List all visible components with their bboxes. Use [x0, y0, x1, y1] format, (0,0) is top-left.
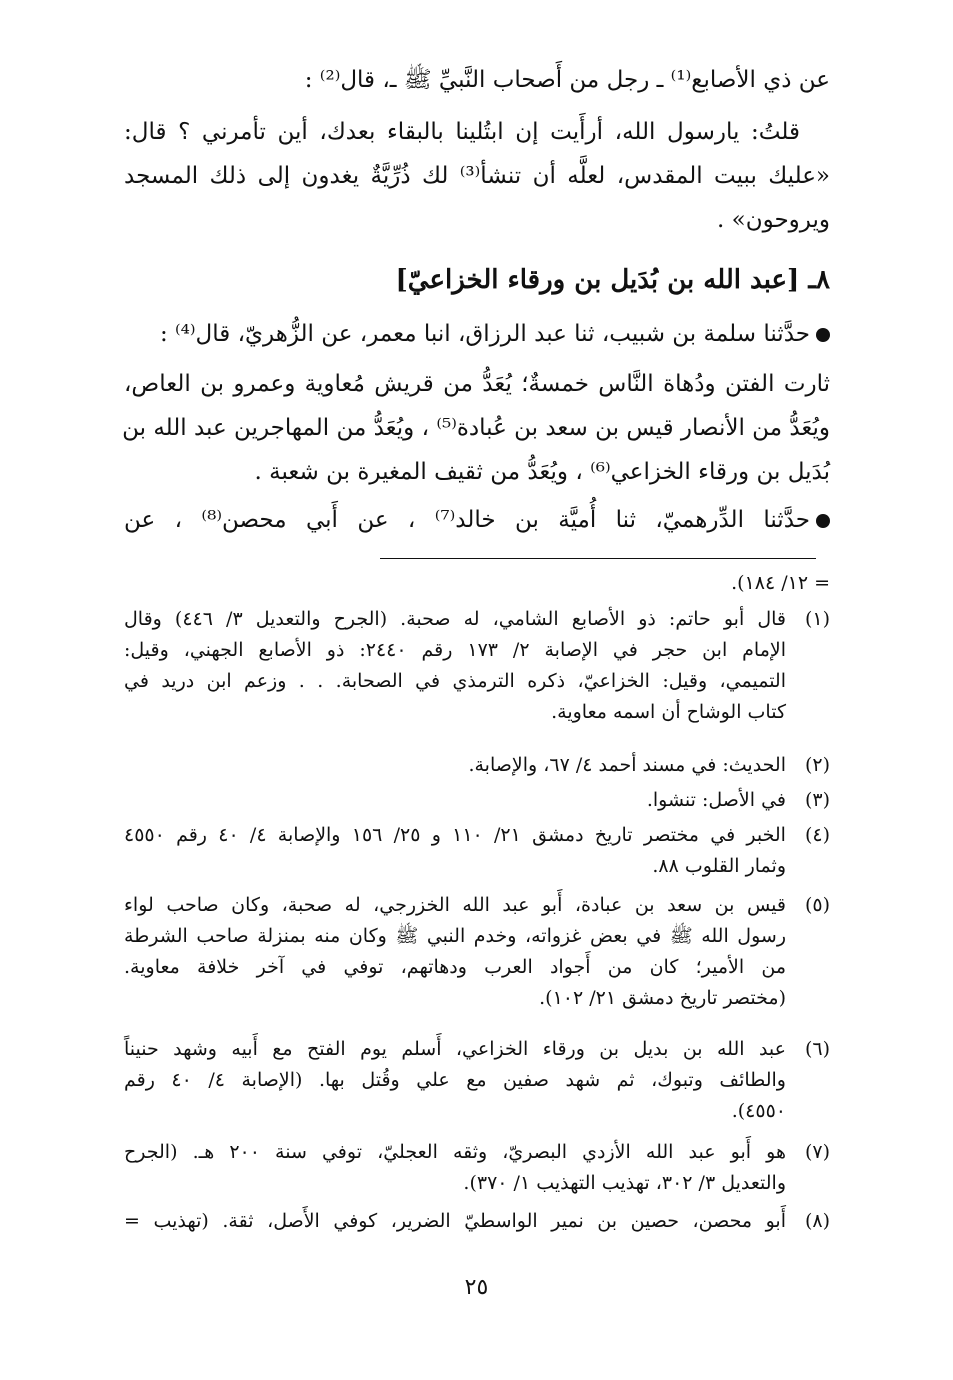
- text-line: «عليك ببيت المقدس، لعلَّه أن تنشأ⁽³⁾ لك ذُرِّيَّةٌ يغدون إلى ذلك المسجد: [124, 163, 831, 189]
- bullet-icon: [816, 514, 830, 528]
- text-span: حدَّثنا سلمة بن شبيب، ثنا عبد الرزاق، انبا معمر، عن الزُّهريّ، قال⁽⁴⁾ :: [159, 321, 810, 347]
- text-line: ويُعَدُّ من الأنصار قيس بن سعد بن عُبادة⁽⁵⁾ ، ويُعَدُّ من المهاجرين عبد الله بن: [122, 415, 830, 441]
- footnote-continuation: [124, 568, 830, 600]
- footnote-5: [124, 890, 830, 1014]
- footnote-line: قال أبو حاتم: ذو الأصابع الشامي، له صحبة. (الجرح والتعديل ٣/ ٤٤٦) وقال: [124, 608, 786, 630]
- footnote-line: في الأصل: تنشوا.: [646, 789, 786, 811]
- text-line: [124, 498, 830, 542]
- footnote-3: [124, 785, 830, 815]
- page-number: ٢٥: [464, 1275, 489, 1300]
- footnote-line: من الأمير؛ كان من أَجواد العرب ودهاتهم، توفي في آخر خلافة معاوية.: [124, 956, 786, 978]
- footnote-line: كتاب الوشاح أن اسمه معاوية.: [551, 701, 786, 723]
- text-line: قلتُ: يارسول الله، أرأَيت إن ابتُلينا بالبقاء بعدك، أين تأمرني ؟ قال:: [124, 119, 800, 145]
- footnote-line: عبد الله بن بديل بن ورقاء الخزاعي، أَسلم يوم الفتح مع أَبيه وشهد حنيناً: [124, 1038, 786, 1060]
- footnote-line: التميمي، وقيل: الخزاعيّ، ذكره الترمذي في الصحابة. . . وزعم ابن دريد في: [124, 670, 786, 692]
- footnote-number: (٣): [804, 789, 830, 811]
- section-paragraph: [124, 312, 830, 552]
- footnote-1: [124, 604, 830, 728]
- footnote-line: (مختصر تاريخ دمشق ٢١/ ١٠٢).: [539, 987, 786, 1009]
- footnote-7: [124, 1137, 830, 1199]
- footnote-line: الإمام ابن حجر في الإصابة ٢/ ١٧٣ رقم ٢٤٤٠: ذو الأصابع الجهني، وقيل:: [124, 639, 786, 661]
- footnote-4: [124, 820, 830, 882]
- footnote-line: ٤٥٥٠).: [731, 1100, 786, 1122]
- footnote-line: رسول الله ﷺ في بعض غزواته، وخدم النبي ﷺ وكان منه بمنزلة صاحب الشرطة: [124, 925, 786, 947]
- text-line: ويروحون» .: [717, 207, 830, 233]
- footnote-line: قيس بن سعد بن عبادة، أَبو عبد الله الخزرجي، له صحبة، وكان صاحب لواء: [124, 894, 786, 916]
- section-heading: ٨ـ [عبد الله بن بُدَيل بن ورقاء الخزاعيّ]: [395, 265, 830, 295]
- footnote-6: [124, 1034, 830, 1128]
- bullet-icon: [816, 328, 830, 342]
- footnote-line: والطائف وتبوك، ثم شهد صفين مع علي وقُتل بها. (الإصابة ٤/ ٤٠ رقم: [124, 1069, 786, 1091]
- section-heading-block: [124, 258, 830, 308]
- footnote-line: الحديث: في مسند أحمد ٤/ ٦٧، والإصابة.: [468, 754, 786, 776]
- footnote-number: (٧): [804, 1141, 830, 1163]
- text-line: [124, 312, 830, 356]
- footnote-line: وثمار القلوب ٨٨.: [652, 855, 786, 877]
- footnote-2: [124, 750, 830, 780]
- footnote-number: (١): [804, 608, 830, 630]
- footnote-number: (٤): [804, 824, 830, 846]
- footnote-line: والتعديل ٣/ ٣٠٢، تهذيب التهذيب ١/ ٣٧٠).: [463, 1172, 786, 1194]
- text-span: حدَّثنا الدِّرهميّ، ثنا أُميَّة بن خالد⁽⁷⁾ ، عن أَبي محصن⁽⁸⁾ ، عن: [124, 507, 810, 533]
- footnote-number: (٥): [804, 894, 830, 916]
- text-line: ثارت الفتن ودُهاة النَّاس خمسةٌ؛ يُعَدُّ من قريش مُعاوية وعمرو بن العاص،: [124, 371, 830, 397]
- text-line: عن ذي الأصابع⁽¹⁾ ـ رجل من أَصحاب النَّبيِّ ﷺ ـ، قال⁽²⁾ :: [304, 67, 830, 93]
- footnote-8: [124, 1206, 830, 1236]
- footnote-line: هو أَبو عبد الله الأزدي البصريّ، وثقه العجليّ، توفي سنة ٢٠٠ هـ. (الجرح: [124, 1141, 786, 1163]
- footnote-line: أَبو محصن، حصين بن نمير الواسطيّ الضرير، كوفي الأَصل، ثقة. (تهذيب =: [124, 1210, 786, 1232]
- text-line: بُدَيل بن ورقاء الخزاعي⁽⁶⁾ ، ويُعَدُّ من ثقيف المغيرة بن شعبة .: [254, 459, 830, 485]
- footnote-line: الخبر في مختصر تاريخ دمشق ٢١/ ١١٠ و ٢٥/ ١٥٦ والإصابة ٤/ ٤٠ رقم ٤٥٥٠: [124, 824, 786, 846]
- footnote-separator: [380, 558, 816, 559]
- footnote-number: (٨): [804, 1210, 830, 1232]
- footnote-number: (٢): [804, 754, 830, 776]
- footnote-number: (٦): [804, 1038, 830, 1060]
- footnote-line: = ١٢/ ١٨٤).: [731, 572, 830, 594]
- intro-paragraph: [124, 58, 830, 248]
